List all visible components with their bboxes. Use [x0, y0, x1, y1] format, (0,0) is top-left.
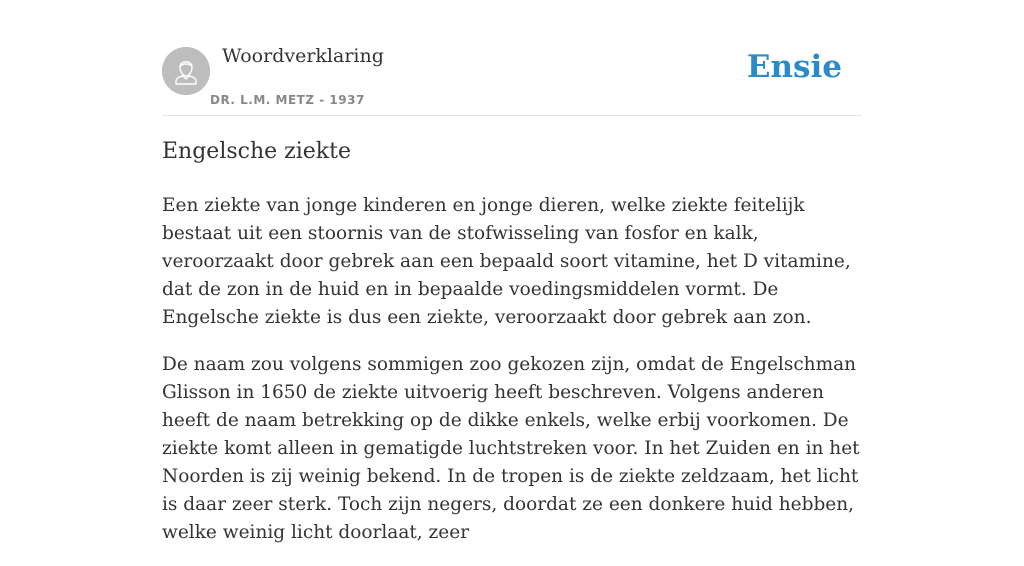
entry-header: [162, 0, 862, 116]
entry-term-title: Engelsche ziekte: [162, 139, 351, 164]
user-icon[interactable]: [162, 47, 210, 95]
source-author-year: DR. L.M. METZ - 1937: [210, 93, 365, 107]
source-title[interactable]: Woordverklaring: [222, 45, 384, 67]
ensie-logo[interactable]: Ensie: [746, 49, 842, 85]
content-container: [162, 0, 862, 543]
entry-paragraph: De naam zou volgens sommigen zoo gekozen zijn, omdat de Engelschman Glisson in 1650 de ziekte uitvoerig heeft beschreven. Volgens anderen heeft de naam betrekking op de dikke enkels, welke erbij voorkomen. De ziekte komt alleen in gematigde luchtstreken voor. In het Zuiden en in het Noorden is zij weinig bekend. In de tropen is de ziekte zeldzaam, het licht is daar zeer sterk. Toch zijn negers, doordat ze een donkere huid hebben, welke weinig licht doorlaat, zeer: [162, 354, 860, 543]
entry-paragraph: Een ziekte van jonge kinderen en jonge dieren, welke ziekte feitelijk bestaat uit een stoornis van de stofwisseling van fosfor en kalk, veroorzaakt door gebrek aan een bepaald soort vitamine, het D vitamine, dat de zon in de huid en in bepaalde voedingsmiddelen vormt. De Engelsche ziekte is dus een ziekte, veroorzaakt door gebrek aan zon.: [162, 195, 851, 328]
entry-body: [162, 192, 862, 566]
